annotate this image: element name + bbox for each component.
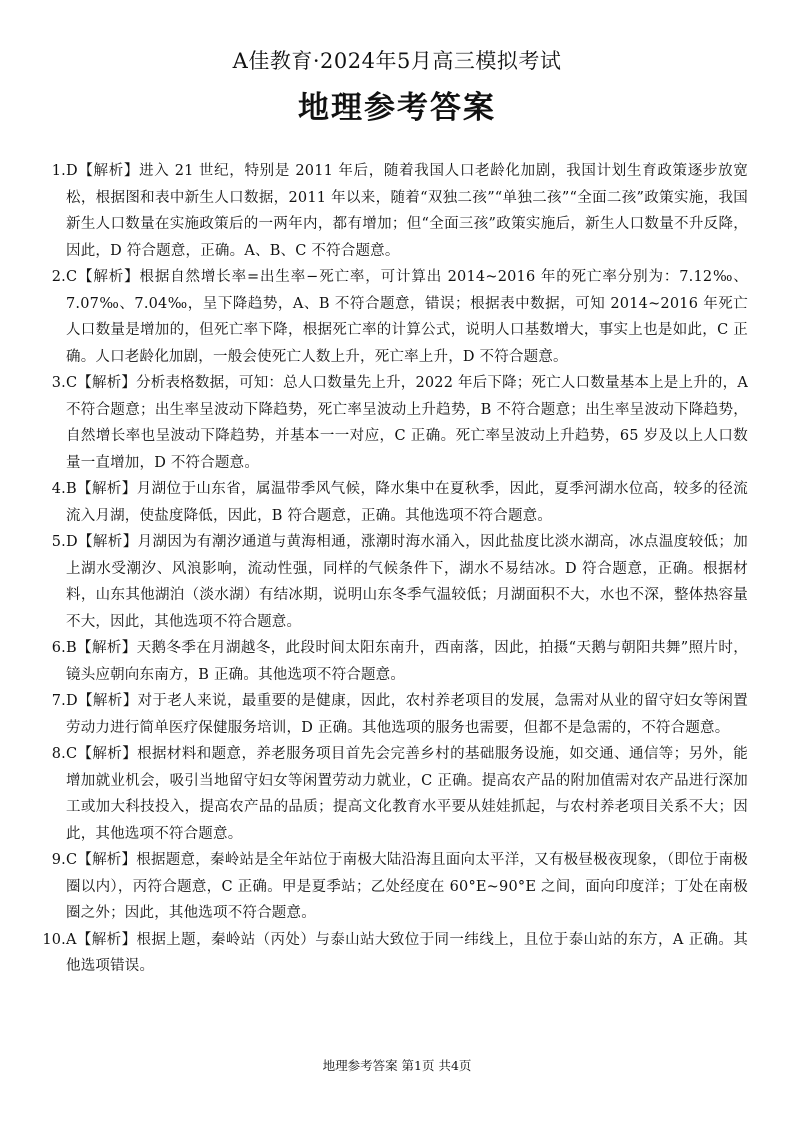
answer-text: D【解析】进入 21 世纪，特别是 2011 年后，随着我国人口老龄化加剧，我国计划生育政策逐步放宽松，根据图和表中新生人口数据，2011 年以来，随着“双独二孩”“单独二孩”“全面二孩”政策实施，我国新生人口数量在实施政策后的一两年内，都有增加；但“全面三孩”政策实施后，新生人口数量不升反降，因此，D 符合题意，正确。A、B、C 不符合题意。 (66, 163, 748, 259)
page-footer: 地理参考答案 第1页 共4页 (322, 1058, 472, 1073)
answer-item-2 (0, 264, 794, 370)
answer-text: C【解析】根据材料和题意，养老服务项目首先会完善乡村的基础服务设施，如交通、通信等；另外，能增加就业机会，吸引当地留守妇女等闲置劳动力就业，C 正确。提高农产品的附加值需对农产品进行深加工或加大科技投入，提高农产品的品质；提高文化教育水平要从娃娃抓起，与农村养老项目关系不大；因此，其他选项不符合题意。 (66, 746, 748, 842)
answer-item-4 (0, 476, 794, 529)
answer-number: 9. (51, 852, 66, 868)
answer-number: 5. (51, 534, 66, 550)
answer-item-7 (0, 688, 794, 741)
answer-item-5 (0, 529, 794, 635)
answer-item-8 (0, 741, 794, 847)
exam-title: A佳教育·2024年5月高三模拟考试 (232, 49, 562, 73)
answer-list (0, 158, 794, 980)
answer-item-10 (0, 927, 794, 980)
answer-item-9 (0, 847, 794, 927)
answer-text: B【解析】天鹅冬季在月湖越冬，此段时间太阳东南升，西南落，因此，拍摄“天鹅与朝阳共舞”照片时，镜头应朝向东南方，B 正确。其他选项不符合题意。 (66, 640, 748, 683)
answer-number: 1. (51, 163, 66, 179)
answer-text: C【解析】根据题意，秦岭站是全年站位于南极大陆沿海且面向太平洋，又有极昼极夜现象，（即位于南极圈以内），丙符合题意，C 正确。甲是夏季站；乙处经度在 60°E~90°E 之间，面向印度洋；丁处在南极圈之外；因此，其他选项不符合题意。 (66, 852, 748, 921)
answer-text: C【解析】分析表格数据，可知：总人口数量先上升，2022 年后下降；死亡人口数量基本上是上升的，A 不符合题意；出生率呈波动下降趋势，死亡率呈波动上升趋势，B 不符合题意；出生率呈波动下降趋势，自然增长率也呈波动下降趋势，并基本一一对应，C 正确。死亡率呈波动上升趋势，65 岁及以上人口数量一直增加，D 不符合题意。 (66, 375, 748, 471)
answer-item-6 (0, 635, 794, 688)
answer-text: D【解析】对于老人来说，最重要的是健康，因此，农村养老项目的发展，急需对从业的留守妇女等闲置劳动力进行简单医疗保健服务培训，D 正确。其他选项的服务也需要，但都不是急需的，不符合题意。 (66, 693, 748, 736)
answer-text: B【解析】月湖位于山东省，属温带季风气候，降水集中在夏秋季，因此，夏季河湖水位高，较多的径流流入月湖，使盐度降低，因此，B 符合题意，正确。其他选项不符合题意。 (66, 481, 748, 524)
answer-number: 8. (51, 746, 66, 762)
answer-text: A【解析】根据上题，秦岭站（丙处）与泰山站大致位于同一纬线上，且位于泰山站的东方，A 正确。其他选项错误。 (66, 931, 748, 974)
answer-number: 4. (51, 481, 66, 497)
answer-text: C【解析】根据自然增长率=出生率−死亡率，可计算出 2014~2016 年的死亡率分别为：7.12‰、7.07‰、7.04‰，呈下降趋势，A、B 不符合题意，错误；根据表中数据，可知 2014~2016 年死亡人口数量是增加的，但死亡率下降，根据死亡率的计算公式，说明人口基数增大，事实上也是如此，C 正确。人口老龄化加剧，一般会使死亡人数上升，死亡率上升，D 不符合题意。 (66, 269, 748, 365)
answer-number: 3. (51, 375, 66, 391)
answer-text: D【解析】月湖因为有潮汐通道与黄海相通，涨潮时海水涌入，因此盐度比淡水湖高，冰点温度较低；加上湖水受潮汐、风浪影响，流动性强，同样的气候条件下，湖水不易结冰。D 符合题意，正确。根据材料，山东其他湖泊（淡水湖）有结冰期，说明山东冬季气温较低；月湖面积不大，水也不深，整体热容量不大，因此，其他选项不符合题意。 (66, 534, 748, 630)
answer-item-1 (0, 158, 794, 264)
answer-number: 7. (51, 693, 66, 709)
document-title: 地理参考答案 (298, 90, 496, 126)
answer-number: 10. (42, 931, 66, 948)
answer-number: 6. (51, 640, 66, 656)
answer-number: 2. (51, 269, 66, 285)
answer-item-3 (0, 370, 794, 476)
